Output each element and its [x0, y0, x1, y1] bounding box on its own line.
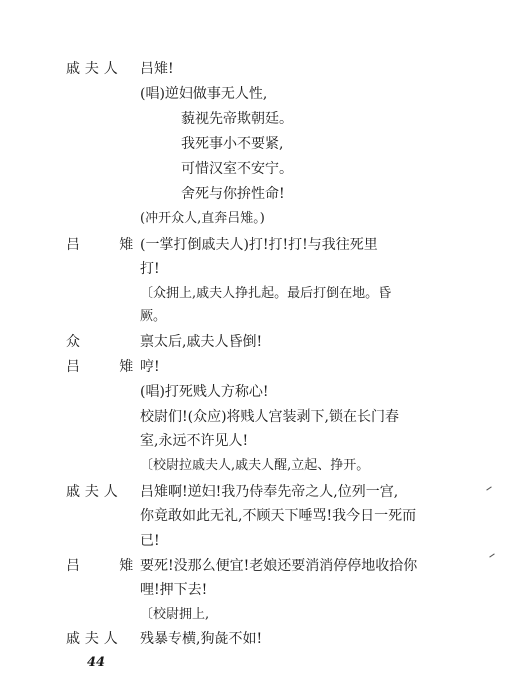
dialogue-line: 哩!押下去!	[140, 582, 208, 598]
speaker-label: 众	[66, 334, 80, 350]
song-line: 舍死与你拚性命!	[181, 186, 285, 202]
dialogue-line: 打!	[140, 261, 160, 277]
dialogue-line: 要死!没那么便宜!老娘还要消消停停地收拾你	[140, 558, 418, 574]
speaker-label: 吕 雉	[66, 237, 146, 253]
speaker-label: 戚夫人	[66, 631, 123, 647]
stage-direction: 〔众拥上,戚夫人挣扎起。最后打倒在地。昏	[140, 286, 392, 301]
scan-mark	[486, 486, 491, 490]
dialogue-line: 已!	[140, 533, 160, 549]
dialogue-line: (一掌打倒戚夫人)打!打!打!与我往死里	[140, 237, 378, 253]
speaker-label: 吕 雉	[66, 359, 146, 375]
song-line: (唱)打死贱人方称心!	[140, 384, 269, 400]
speaker-label: 戚夫人	[66, 61, 123, 77]
dialogue-line: 哼!	[140, 359, 160, 375]
dialogue-line: 你竟敢如此无礼,不顾天下唾骂!我今日一死而	[140, 508, 417, 524]
stage-direction: (冲开众人,直奔吕雉。)	[140, 211, 265, 226]
dialogue-line: 禀太后,戚夫人昏倒!	[140, 334, 263, 350]
stage-direction: 〔校尉拉戚夫人,戚夫人醒,立起、挣开。	[140, 458, 370, 473]
dialogue-line: 吕雉!	[140, 61, 174, 77]
scan-mark	[489, 553, 494, 557]
song-line: (唱)逆妇做事无人性,	[140, 86, 268, 102]
dialogue-line: 残暴专横,狗彘不如!	[140, 631, 263, 647]
page-number: 44	[87, 655, 106, 670]
dialogue-line: 校尉们!(众应)将贱人宫装剥下,锁在长门春	[140, 409, 399, 425]
song-line: 藐视先帝欺朝廷。	[181, 111, 293, 127]
dialogue-line: 室,永远不许见人!	[140, 433, 249, 449]
song-line: 我死事小不要紧,	[181, 136, 284, 152]
stage-direction: 〔校尉拥上,	[140, 607, 210, 622]
song-line: 可惜汉室不安宁。	[181, 161, 293, 177]
dialogue-line: 吕雉啊!逆妇!我乃侍奉先帝之人,位列一宫,	[140, 484, 399, 500]
stage-direction: 厥。	[140, 309, 167, 324]
speaker-label: 戚夫人	[66, 484, 123, 500]
speaker-label: 吕 雉	[66, 558, 146, 574]
